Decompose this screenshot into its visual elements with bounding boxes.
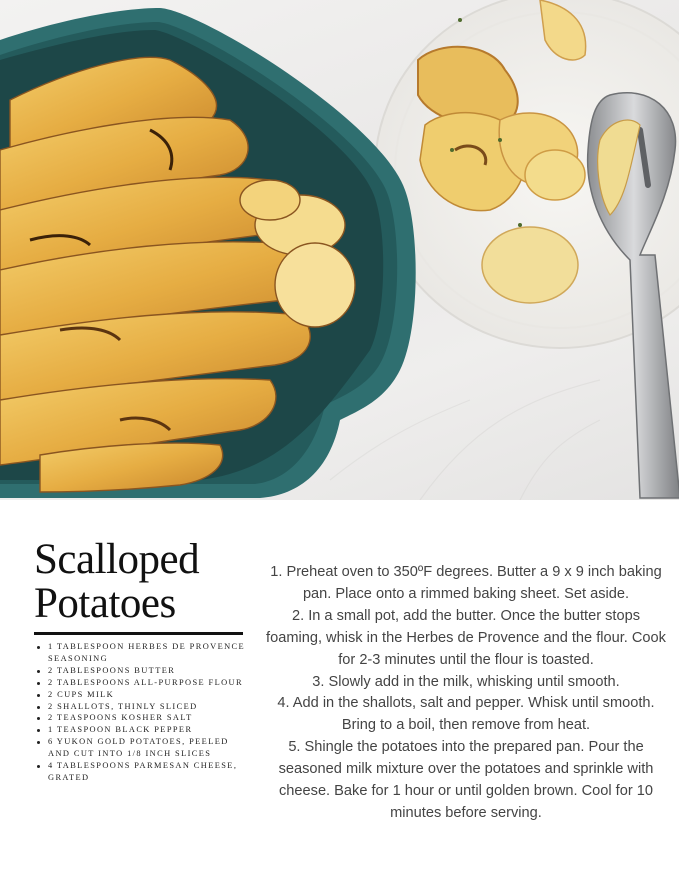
instruction-step: 1. Preheat oven to 350ºF degrees. Butter a 9 x 9 inch baking pan. Place onto a rimmed baking sheet. Set aside. bbox=[270, 564, 662, 602]
recipe-title-line2: Potatoes bbox=[34, 580, 176, 627]
instructions bbox=[266, 562, 666, 825]
ingredient-item: 6 YUKON GOLD POTATOES, PEELED AND CUT INTO 1/8 INCH SLICES bbox=[34, 736, 249, 760]
recipe-title-line1: Scalloped bbox=[34, 536, 200, 583]
ingredient-item: 4 TABLESPOONS PARMESAN CHEESE, GRATED bbox=[34, 760, 249, 784]
recipe-title bbox=[34, 538, 254, 626]
ingredient-item: 2 CUPS MILK bbox=[34, 689, 249, 701]
instruction-step: 5. Shingle the potatoes into the prepared pan. Pour the seasoned milk mixture over the potatoes and sprinkle with cheese. Bake for 1 hour or until golden brown. Cool for 10 minutes before serving. bbox=[278, 739, 654, 821]
ingredient-item: 1 TABLESPOON HERBES DE PROVENCE SEASONING bbox=[34, 641, 249, 665]
ingredient-item: 2 SHALLOTS, THINLY SLICED bbox=[34, 701, 249, 713]
title-divider bbox=[34, 632, 243, 635]
instruction-step: 3. Slowly add in the milk, whisking until smooth. bbox=[312, 673, 620, 690]
ingredient-item: 2 TABLESPOONS ALL-PURPOSE FLOUR bbox=[34, 677, 249, 689]
ingredient-item: 1 TEASPOON BLACK PEPPER bbox=[34, 724, 249, 736]
instruction-step: 4. Add in the shallots, salt and pepper. Whisk until smooth. Bring to a boil, then remove from heat. bbox=[277, 695, 655, 734]
instruction-step: 2. In a small pot, add the butter. Once the butter stops foaming, whisk in the Herbes de Provence and the flour. Cook for 2-3 minutes until the flour is toasted. bbox=[266, 607, 666, 668]
ingredient-item: 2 TEASPOONS KOSHER SALT bbox=[34, 712, 249, 724]
ingredients-list bbox=[34, 641, 249, 784]
ingredient-item: 2 TABLESPOONS BUTTER bbox=[34, 665, 249, 677]
